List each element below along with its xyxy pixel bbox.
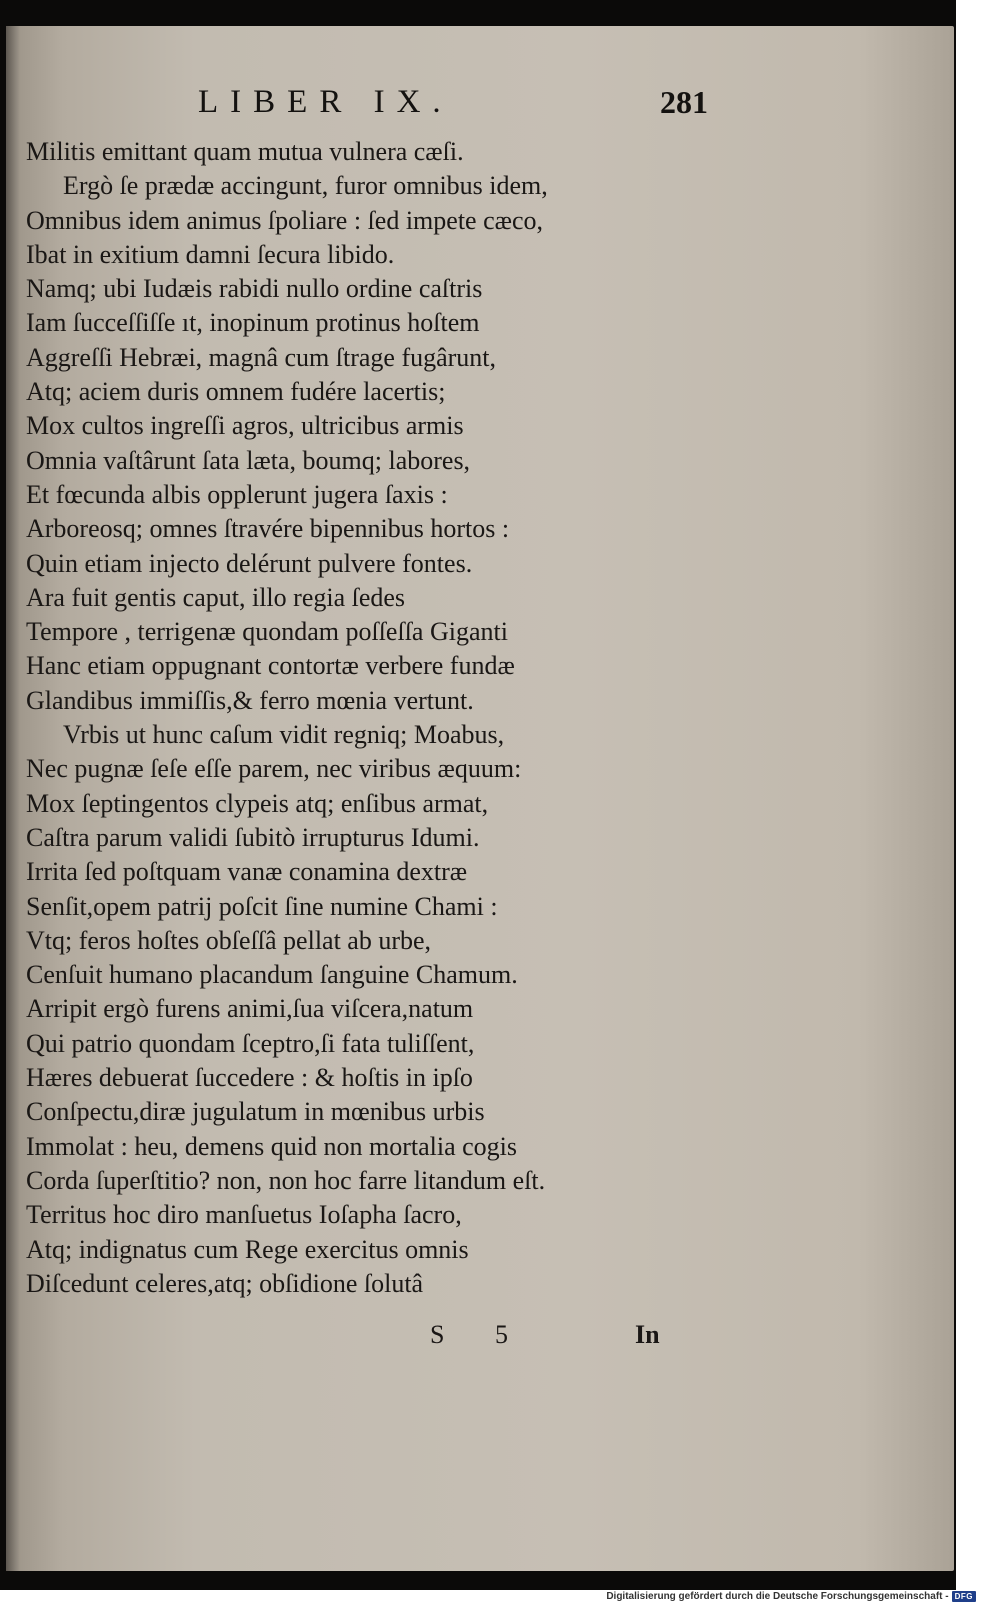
page-gutter-shadow	[6, 26, 20, 1571]
verse-line: Irrita ſed poſtquam vanæ conamina dextræ	[26, 857, 468, 887]
verse-line: Corda ſuperſtitio? non, non hoc farre litandum eſt.	[26, 1165, 546, 1195]
verse-line: Qui patrio quondam ſceptro,ſi fata tuliſſent,	[26, 1028, 475, 1058]
verse-text	[26, 135, 666, 1301]
verse-line: Ara fuit gentis caput, illo regia ſedes	[26, 582, 406, 612]
dfg-logo: DFG	[952, 1591, 976, 1602]
verse-line: Vrbis ut hunc caſum vidit regniq; Moabus,	[63, 720, 505, 750]
verse-line: Militis emittant quam mutua vulnera cæſi.	[26, 137, 464, 166]
verse-line: Mox ſeptingentos clypeis atq; enſibus armat,	[26, 788, 489, 818]
verse-line: Et fœcunda albis opplerunt jugera ſaxis :	[26, 479, 448, 509]
verse-line: Senſit,opem patrij poſcit ſine numine Chami :	[26, 891, 498, 921]
running-head: LIBER IX.	[198, 84, 453, 120]
verse-line: Omnibus idem animus ſpoliare : ſed impete cæco,	[26, 205, 544, 235]
verse-line: Quin etiam injecto delérunt pulvere fontes.	[26, 548, 473, 578]
verse-line: Iam ſucceſſiſſe ıt, inopinum protinus hoſtem	[26, 308, 480, 338]
verse-line: Namq; ubi Iudæis rabidi nullo ordine caſtris	[26, 274, 483, 304]
verse-line: Tempore , terrigenæ quondam poſſeſſa Giganti	[26, 617, 508, 647]
verse-line: Glandibus immiſſis,& ferro mœnia vertunt.	[26, 685, 474, 715]
digitization-credit	[606, 1591, 976, 1602]
verse-line: Arboreosq; omnes ſtravére bipennibus hortos :	[26, 514, 510, 544]
verse-line: Hanc etiam oppugnant contortæ verbere fundæ	[26, 651, 515, 681]
verse-line: Vtq; feros hoſtes obſeſſâ pellat ab urbe,	[26, 925, 432, 955]
verse-line: Ergò ſe prædæ accingunt, furor omnibus idem,	[63, 171, 548, 201]
verse-line: Nec pugnæ ſeſe eſſe parem, nec viribus æquum:	[26, 754, 522, 784]
verse-line: Atq; aciem duris omnem fudére lacertis;	[26, 377, 446, 407]
verse-line: Atq; indignatus cum Rege exercitus omnis	[26, 1234, 469, 1264]
signature-mark: S 5	[430, 1320, 530, 1349]
credit-text: Digitalisierung gefördert durch die Deutsche Forschungsgemeinschaft -	[606, 1591, 949, 1602]
verse-line: Hæres debuerat ſuccedere : & hoſtis in ipſo	[26, 1063, 473, 1093]
verse-line: Ibat in exitium damni ſecura libido.	[26, 239, 395, 269]
verse-line: Omnia vaſtârunt ſata læta, boumq; labores,	[26, 445, 471, 475]
verse-line: Territus hoc diro manſuetus Ioſapha ſacro,	[26, 1200, 462, 1230]
verse-line: Mox cultos ingreſſi agros, ultricibus armis	[26, 411, 464, 441]
verse-line: Immolat : heu, demens quid non mortalia cogis	[26, 1131, 518, 1161]
verse-line: Caſtra parum validi ſubitò irrupturus Idumi.	[26, 822, 480, 852]
catchword: In	[635, 1320, 660, 1349]
page-number: 281	[660, 84, 708, 120]
verse-line: Conſpectu,diræ jugulatum in mœnibus urbis	[26, 1097, 485, 1127]
verse-line: Diſcedunt celeres,atq; obſidione ſolutâ	[26, 1268, 424, 1298]
verse-line: Cenſuit humano placandum ſanguine Chamum.	[26, 960, 518, 990]
verse-line: Arripit ergò furens animi,ſua viſcera,natum	[26, 994, 474, 1024]
verse-line: Aggreſſi Hebræi, magnâ cum ſtrage fugârunt,	[26, 342, 497, 372]
